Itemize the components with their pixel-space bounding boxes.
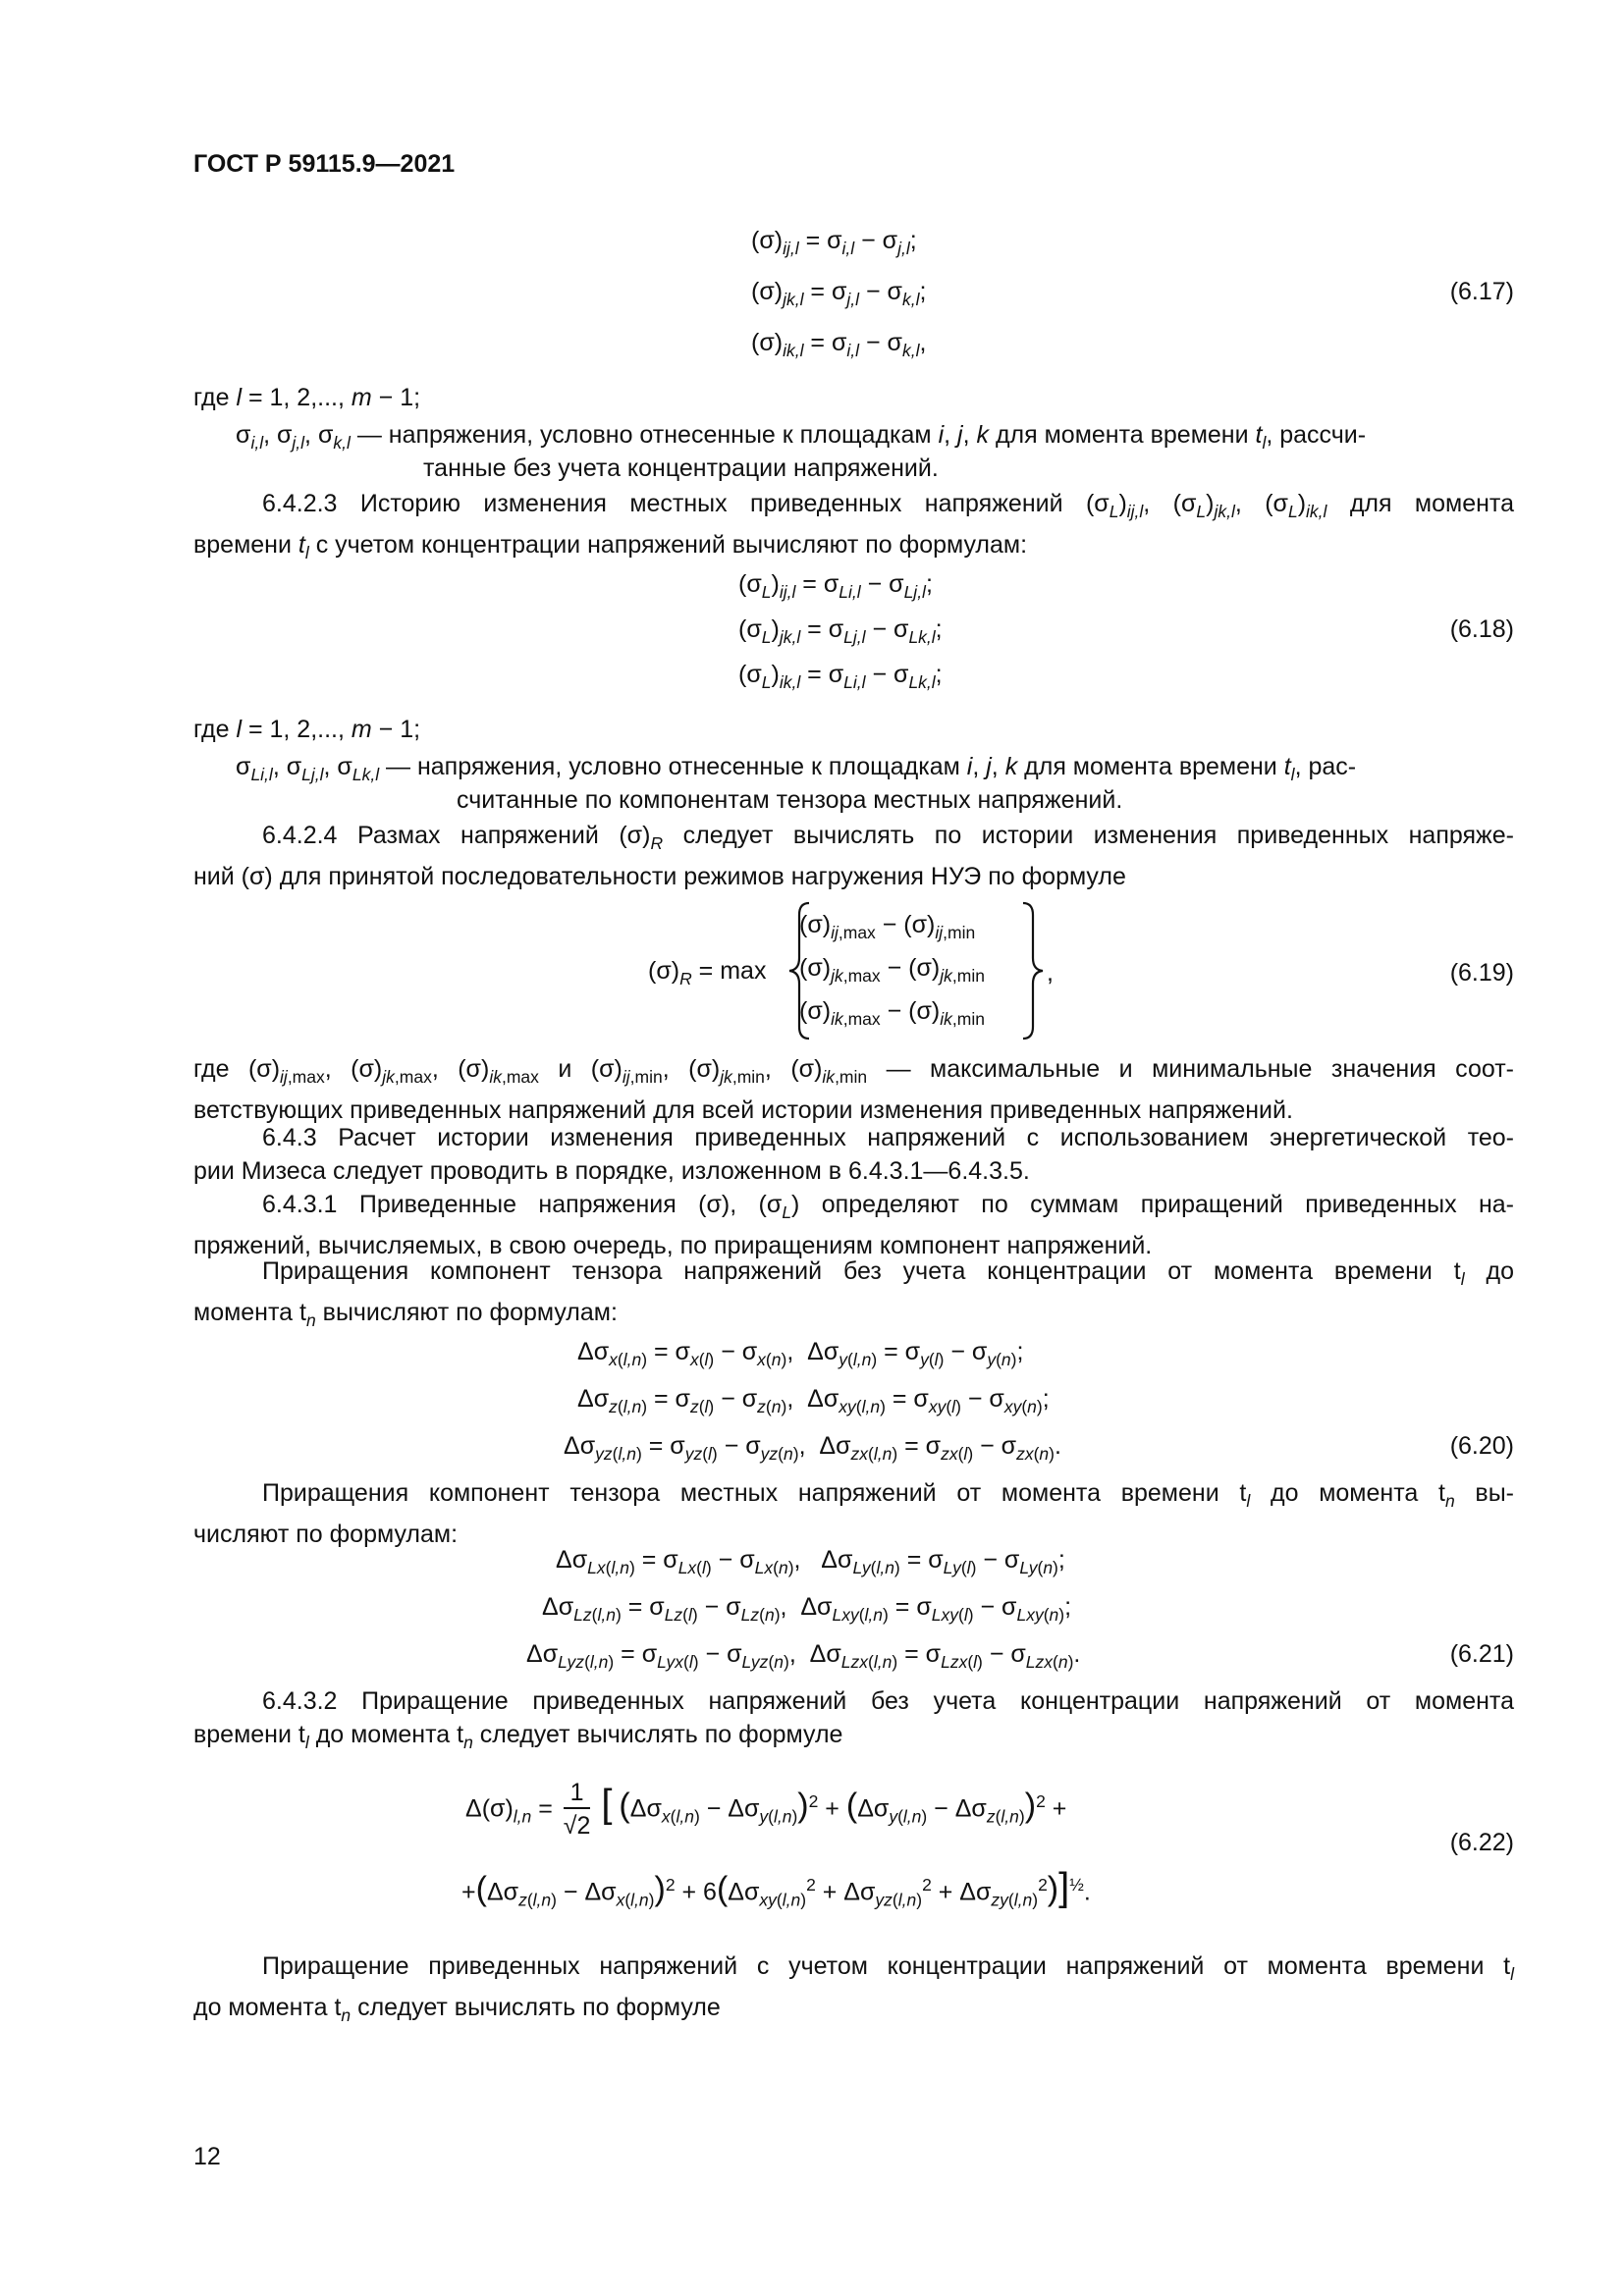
definition-item: $\sigma_{Li,l}$, $\sigma_{Lj,l}$, $\sigma_{Lk,l}$ — напряжения, условно отнесенные к площадкам i, j, k для момента времени $t_l$, рас- [236,753,1357,784]
equation-number: (6.21) [1449,1640,1514,1668]
where-clause: где l = 1, 2,..., m − 1; [193,384,421,411]
paragraph-where-max-min: где $(\sigma)_{ij,max}$, $(\sigma)_{jk,max}$, $(\sigma)_{ik,max}$ и $(\sigma)_{ij,min}$, $(\sigma)_{jk,min}$, $(\sigma)_{ik,min}$ — максимальные и минимальные значения соот- ветствующих приведенных напряжений для всей истории изменения приведенных напряжений. [193,1055,1514,1124]
paragraph-local-increments: Приращения компонент тензора местных напряжений от момента времени $t_l$ до момента $t_n$ вы- числяют по формулам: [193,1479,1514,1548]
document-header: ГОСТ Р 59115.9—2021 [193,150,456,178]
paragraph-6-4-3-2: 6.4.3.2 Приращение приведенных напряжений без учета концентрации напряжений от момента времени $t_l$ до момента $t_n$ следует вычислять по формуле [193,1687,1514,1752]
equation-number: (6.19) [1449,959,1514,987]
definition-item-continued: считанные по компонентам тензора местных напряжений. [457,786,1123,814]
paragraph-6-4-2-3: 6.4.2.3 Историю изменения местных приведенных напряжений $(\sigma_L)_{ij,l}$, $(\sigma_L)_{jk,l}$, $(\sigma_L)_{ik,l}$ для момента времени $t_l$ с учетом концентрации напряжений вычисляют по формулам: [193,490,1514,562]
paragraph-local-increment: Приращение приведенных напряжений с учетом концентрации напряжений от момента времени $t_l$ до момента $t_n$ следует вычислять по формуле [193,1952,1514,2025]
document-page: ГОСТ Р 59115.9—2021 $(\sigma)_{ij,l} = \sigma_{i,l} - \sigma_{j,l}$; $(\sigma)_{jk,l} = \sigma_{j,l} - \sigma_{k,l}$; $(\sigma)_{ik,l} = \sigma_{i,l} - \sigma_{k,l}$, (6.17) где l = 1, 2,..., m − 1; $\sigma_{i,l}$, $\sigma_{j,l}$, $\sigma_{k,l}$ — напряжения, условно отнесенные к площадкам i, j, k для момента времени $t_l$, рассчи- танные без учета концентрации напряжений. 6.4.2.3 Историю изменения местных приведенных напряжений $(\sigma_L)_{ij,l}$, $(\sigma_L)_{jk,l}$, $(\sigma_L)_{ik,l}$ для момента времени $t_l$ с учетом концентрации напряжений вычисляют по формулам: $(\sigma_L)_{ij,l} = \sigma_{Li,l} - \sigma_{Lj,l}$; $(\sigma_L)_{jk,l} = \sigma_{Lj,l} - \sigma_{Lk,l}$; $(\sigma_L)_{ik,l} = \sigma_{Li,l} - \sigma_{Lk,l}$; (6.18) где l = 1, 2,..., m − 1; $\sigma_{Li,l}$, $\sigma_{Lj,l}$, $\sigma_{Lk,l}$ — напряжения, условно отнесенные к площадкам i, j, k для момента времени $t_l$, рас- считанные по компонентам тензора местных напряжений. 6.4.2.4 Размах напряжений $(\sigma)_R$ следует вычислять по истории изменения приведенных напряже- ний (σ) для принятой последовательности режимов нагружения НУЭ по формуле $(\sigma)_R = \max$ $(\sigma)_{ij,max} - (\sigma)_{ij,min}$ $(\sigma)_{jk,max} - (\sigma)_{jk,min}$ $(\sigma)_{ik,max} - (\sigma)_{ik,min}$ , (6.19) где $(\sigma)_{ij,max}$, $(\sigma)_{jk,max}$, $(\sigma)_{ik,max}$ и $(\sigma)_{ij,min}$, $(\sigma)_{jk,min}$, $(\sigma)_{ik,min}$ — максимальные и минимальные значения соот- ветствующих приведенных напряжений для всей истории изменения приведенных напряжений. 6.4.3 Расчет истории изменения приведенных напряжений с использованием энергетической тео- рии Мизеса следует проводить в порядке, изложенном в 6.4.3.1—6.4.3.5. 6.4.3.1 Приведенные напряжения (σ), $(\sigma_L)$ определяют по суммам приращений приведенных на- пряжений, вычисляемых, в свою очередь, по приращениям компонент напряжений. Приращения компонент тензора напряжений без учета концентрации от момента времени $t_l$ до момента $t_n$ вычисляют по формулам: $\Delta\sigma_{x(l,n)} = \sigma_{x(l)} - \sigma_{x(n)}$, $\Delta\sigma_{y(l,n)} = \sigma_{y(l)} - \sigma_{y(n)}$; $\Delta\sigma_{z(l,n)} = \sigma_{z(l)} - \sigma_{z(n)}$, $\Delta\sigma_{xy(l,n)} = \sigma_{xy(l)} - \sigma_{xy(n)}$; $\Delta\sigma_{yz(l,n)} = \sigma_{yz(l)} - \sigma_{yz(n)}$, $\Delta\sigma_{zx(l,n)} = \sigma_{zx(l)} - \sigma_{zx(n)}$. (6.20) Приращения компонент тензора местных напряжений от момента времени $t_l$ до момента $t_n$ вы- числяют по формулам: $\Delta\sigma_{Lx(l,n)} = \sigma_{Lx(l)} - \sigma_{Lx(n)}$, $\Delta\sigma_{Ly(l,n)} = \sigma_{Ly(l)} - \sigma_{Ly(n)}$; $\Delta\sigma_{Lz(l,n)} = \sigma_{Lz(l)} - \sigma_{Lz(n)}$, $\Delta\sigma_{Lxy(l,n)} = \sigma_{Lxy(l)} - \sigma_{Lxy(n)}$; $\Delta\sigma_{Lyz(l,n)} = \sigma_{Lyx(l)} - \sigma_{Lyz(n)}$, $\Delta\sigma_{Lzx(l,n)} = \sigma_{Lzx(l)} - \sigma_{Lzx(n)}$. (6.21) 6.4.3.2 Приращение приведенных напряжений без учета концентрации напряжений от момента времени $t_l$ до момента $t_n$ следует вычислять по формуле $\Delta(\sigma)_{l,n}$ = $\frac{1}{√2}$ [ $(\Delta\sigma_{x(l,n)} - \Delta\sigma_{y(l,n)})^2 + (\Delta\sigma_{y(l,n)} - \Delta\sigma_{z(l,n)})^2$ + $+(\Delta\sigma_{z(l,n)} - \Delta\sigma_{x(l,n)})^2 + 6(\Delta\sigma_{xy(l,n)}^2 + \Delta\sigma_{yz(l,n)}^2 + \Delta\sigma_{zy(l,n)}^2)]^{\frac{1}{2}}$. (6.22) Приращение приведенных напряжений с учетом концентрации напряжений от момента времени $t_l$ до момента $t_n$ следует вычислять по формуле 12 [0,0,1624,2296]
paragraph-6-4-3-1: 6.4.3.1 Приведенные напряжения (σ), $(\sigma_L)$ определяют по суммам приращений приведенных на- пряжений, вычисляемых, в свою очередь, по приращениям компонент напряжений. [193,1191,1514,1259]
definition-item-continued: танные без учета концентрации напряжений. [423,454,939,482]
equation-number: (6.18) [1449,615,1514,643]
max-lhs: $(\sigma)_R = \max$ [648,957,767,988]
definition-item: $\sigma_{i,l}$, $\sigma_{j,l}$, $\sigma_{k,l}$ — напряжения, условно отнесенные к площадкам i, j, k для момента времени $t_l$, рассчи- [236,421,1367,453]
paragraph-6-4-3: 6.4.3 Расчет истории изменения приведенных напряжений с использованием энергетической тео- рии Мизеса следует проводить в порядке, изложенном в 6.4.3.1—6.4.3.5. [193,1124,1514,1185]
where-clause: где l = 1, 2,..., m − 1; [193,716,421,743]
equation-number: (6.22) [1449,1829,1514,1856]
equation-number: (6.20) [1449,1432,1514,1460]
right-brace-icon [1017,901,1047,1041]
page-number: 12 [193,2143,221,2170]
paragraph-6-4-2-4: 6.4.2.4 Размах напряжений $(\sigma)_R$ следует вычислять по истории изменения приведенных напряже- ний (σ) для принятой последовательности режимов нагружения НУЭ по формуле [193,822,1514,890]
paragraph-increments: Приращения компонент тензора напряжений без учета концентрации от момента времени $t_l$ до момента $t_n$ вычисляют по формулам: [193,1257,1514,1330]
equation-number: (6.17) [1449,278,1514,305]
